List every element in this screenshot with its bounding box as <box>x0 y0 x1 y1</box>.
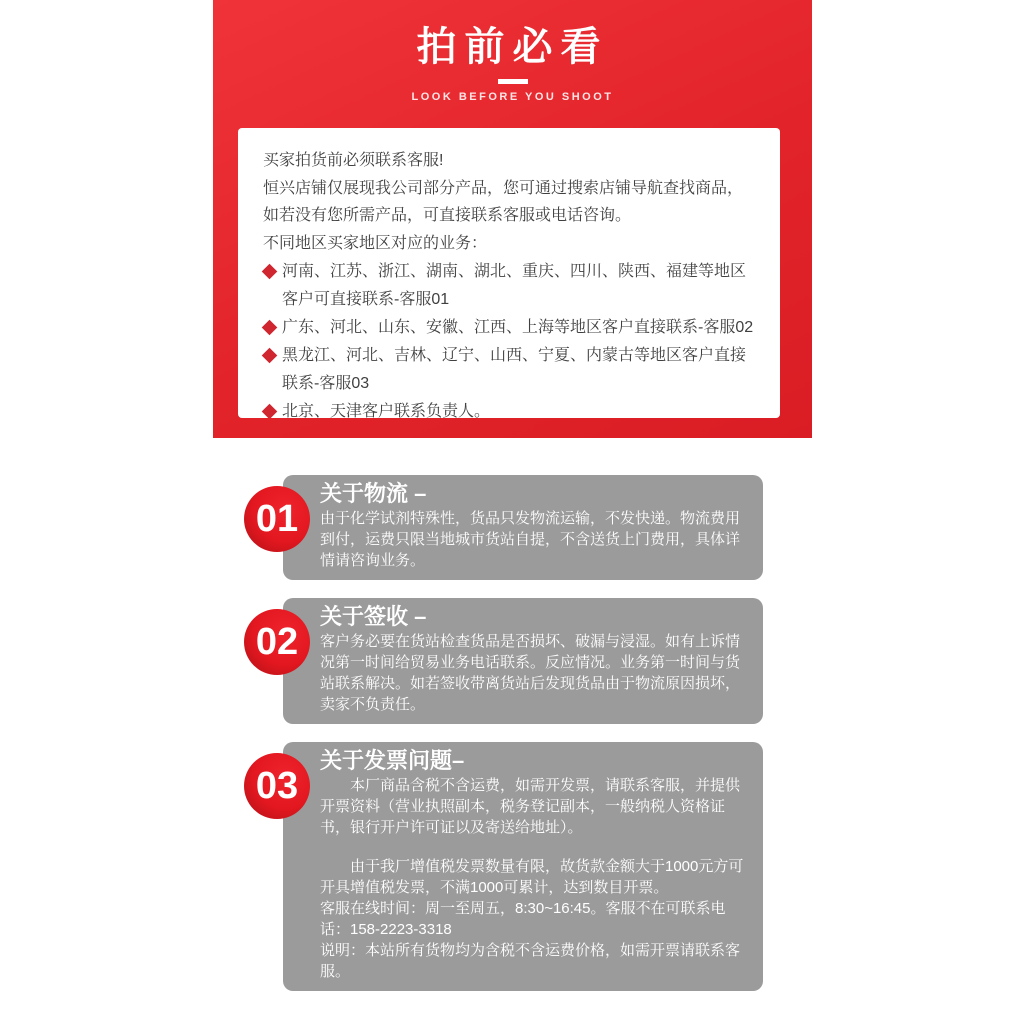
section-title: 关于物流 – <box>320 481 427 506</box>
region-service-list <box>263 258 758 418</box>
notice-line: 恒兴店铺仅展现我公司部分产品，您可通过搜索店铺导航查找商品，如若没有您所需产品，可直接联系客服或电话咨询。 <box>263 179 744 224</box>
list-item-text: 河南、江苏、浙江、湖南、湖北、重庆、四川、陕西、福建等地区客户可直接联系-客服01 <box>282 263 747 308</box>
number-badge-01: 01 <box>244 486 310 552</box>
page-subtitle: LOOK BEFORE YOU SHOOT <box>411 91 614 103</box>
number-badge-03: 03 <box>244 753 310 819</box>
section-paragraph: 由于化学试剂特殊性，货品只发物流运输，不发快递。物流费用到付，运费只限当地城市货站自提，不含送货上门费用，具体详情请咨询业务。 <box>320 510 741 569</box>
list-item-text: 北京、天津客户联系负责人。 <box>282 403 491 418</box>
section-body <box>320 775 745 982</box>
section-paragraph: 客户务必要在货站检查货品是否损坏、破漏与浸湿。如有上诉情况第一时间给贸易业务电话联系。反应情况。业务第一时间与货站联系解决。如若签收带离货站后发现货品由于物流原因损坏，卖家不负责任。 <box>320 633 741 713</box>
section-body <box>320 508 745 571</box>
section-title: 关于签收 – <box>320 604 427 629</box>
list-item <box>263 314 758 342</box>
list-item <box>263 342 758 398</box>
section-title: 关于发票问题– <box>320 748 465 773</box>
section-paragraph: 说明：本站所有货物均为含税不含运费价格，如需开票请联系客服。 <box>320 942 741 980</box>
invoice-panel <box>283 742 763 991</box>
diamond-bullet-icon <box>262 320 278 336</box>
diamond-bullet-icon <box>262 404 278 418</box>
logistics-panel <box>283 475 763 580</box>
number-badge-02: 02 <box>244 609 310 675</box>
section-logistics <box>244 475 763 580</box>
diamond-bullet-icon <box>262 264 278 280</box>
section-paragraph: 客服在线时间：周一至周五，8:30~16:45。客服不在可联系电话：158-2223-3318 <box>320 900 726 938</box>
section-signoff <box>244 598 763 724</box>
list-item <box>263 398 758 418</box>
section-paragraph: 由于我厂增值税发票数量有限，故货款金额大于1000元方可开具增值税发票，不满1000可累计，达到数目开票。 <box>320 858 744 896</box>
buyer-notice-card <box>238 128 780 418</box>
list-item <box>263 258 758 314</box>
hero-banner <box>213 0 812 438</box>
section-body <box>320 631 745 715</box>
signoff-panel <box>283 598 763 724</box>
list-item-text: 广东、河北、山东、安徽、江西、上海等地区客户直接联系-客服02 <box>282 319 754 336</box>
notice-line: 买家拍货前必须联系客服! <box>263 152 444 169</box>
section-paragraph: 本厂商品含税不含运费，如需开发票，请联系客服，并提供开票资料（营业执照副本，税务登记副本，一般纳税人资格证书，银行开户许可证以及寄送给地址）。 <box>320 777 741 836</box>
diamond-bullet-icon <box>262 348 278 364</box>
notice-line: 不同地区买家地区对应的业务： <box>263 234 488 252</box>
section-invoice <box>244 742 763 991</box>
page-title: 拍前必看 <box>416 25 609 69</box>
title-underline <box>498 79 528 84</box>
list-item-text: 黑龙江、河北、吉林、辽宁、山西、宁夏、内蒙古等地区客户直接联系-客服03 <box>282 347 747 392</box>
